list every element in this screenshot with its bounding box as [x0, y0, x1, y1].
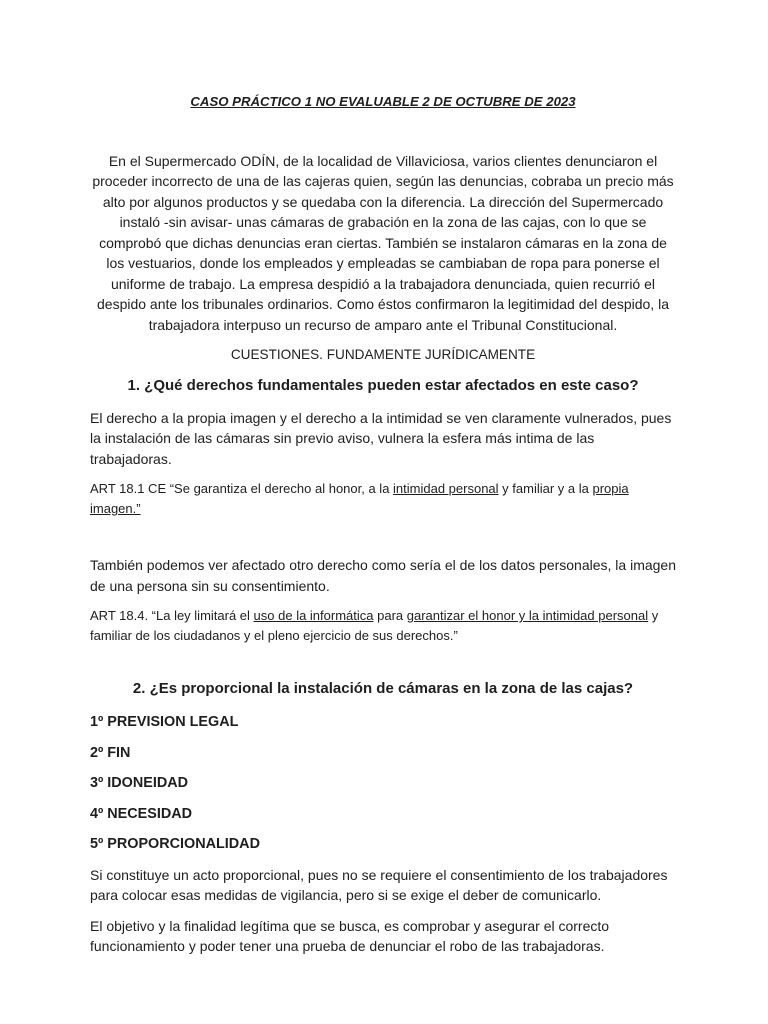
step-necesidad: 4º NECESIDAD	[90, 805, 193, 822]
article-18-4-text-a: ART 18.4. “La ley limitará el	[90, 608, 254, 623]
step-prevision-legal: 1º PREVISION LEGAL	[90, 714, 239, 730]
step-idoneidad: 3º IDONEIDAD	[90, 775, 189, 791]
step-proporcionalidad: 5º PROPORCIONALIDAD	[90, 836, 260, 852]
article-18-1-underlined-imagen: propia imagen.”	[90, 481, 629, 516]
question-1-answer-paragraph-2: También podemos ver afectado otro derecho como sería el de los datos personales, la imagen de una persona sin su consentimiento.	[90, 557, 677, 594]
article-18-1-underlined-intimidad: intimidad personal	[393, 481, 499, 496]
document-title: CASO PRÁCTICO 1 NO EVALUABLE 2 DE OCTUBRE DE 2023	[190, 94, 576, 109]
step-fin: 2º FIN	[90, 744, 131, 761]
question-2-answer-paragraph-1: Si constituye un acto proporcional, pues no se requiere el consentimiento de los trabajadores para colocar esas medidas de vigilancia, pero si se exige el deber de comunicarlo.	[90, 866, 668, 903]
article-18-4-underlined-informatica: uso de la informática	[253, 608, 374, 623]
question-2-heading: 2. ¿Es proporcional la instalación de cámaras en la zona de las cajas?	[132, 680, 634, 697]
article-18-4-underlined-honor: garantizar el honor y la intimidad personal	[406, 608, 649, 623]
spacer	[90, 529, 676, 555]
article-18-4-text-e: y familiar de los ciudadanos y el pleno ejercicio de sus derechos.”	[90, 608, 659, 643]
spacer	[90, 656, 676, 674]
article-18-1-text-c: y familiar y a la	[498, 481, 593, 496]
article-18-4-quote	[90, 606, 676, 646]
question-1-answer-paragraph-1: El derecho a la propia imagen y el derecho a la intimidad se ven claramente vulnerados, pues la instalación de las cámaras sin previo aviso, vulnera la esfera más intima de las trabajadoras.	[90, 409, 672, 467]
article-18-4-text-c: para	[373, 608, 407, 623]
question-1-heading: 1. ¿Qué derechos fundamentales pueden estar afectados en este caso?	[127, 376, 639, 394]
question-2-answer-paragraph-2: El objetivo y la finalidad legítima que se busca, es comprobar y asegurar el correcto funcionamiento y poder tener una prueba de denunciar el robo de las trabajadoras.	[90, 917, 610, 954]
article-18-1-quote	[90, 479, 676, 519]
article-18-1-text-a: ART 18.1 CE “Se garantiza el derecho al honor, a la	[90, 481, 394, 496]
case-intro-paragraph: En el Supermercado ODÍN, de la localidad de Villaviciosa, varios clientes denunciaron el proceder incorrecto de una de las cajeras quien, según las denuncias, cobraba un precio más alto por algunos productos y se quedaba con la diferencia. La dirección del Supermercado instaló -sin avisar- unas cámaras de grabación en la zona de las cajas, con lo que se comprobó que dichas denuncias eran ciertas. También se instalaron cámaras en la zona de los vestuarios, donde los empleados y empleadas se cambiaban de ropa para ponerse el uniforme de trabajo. La empresa despidió a la trabajadora denunciada, quien recurrió el despido ante los tribunales ordinarios. Como éstos confirmaron la legitimidad del despido, la trabajadora interpuso un recurso de amparo ante el Tribunal Constitucional.	[92, 152, 674, 333]
questions-heading: CUESTIONES. FUNDAMENTE JURÍDICAMENTE	[230, 347, 536, 362]
